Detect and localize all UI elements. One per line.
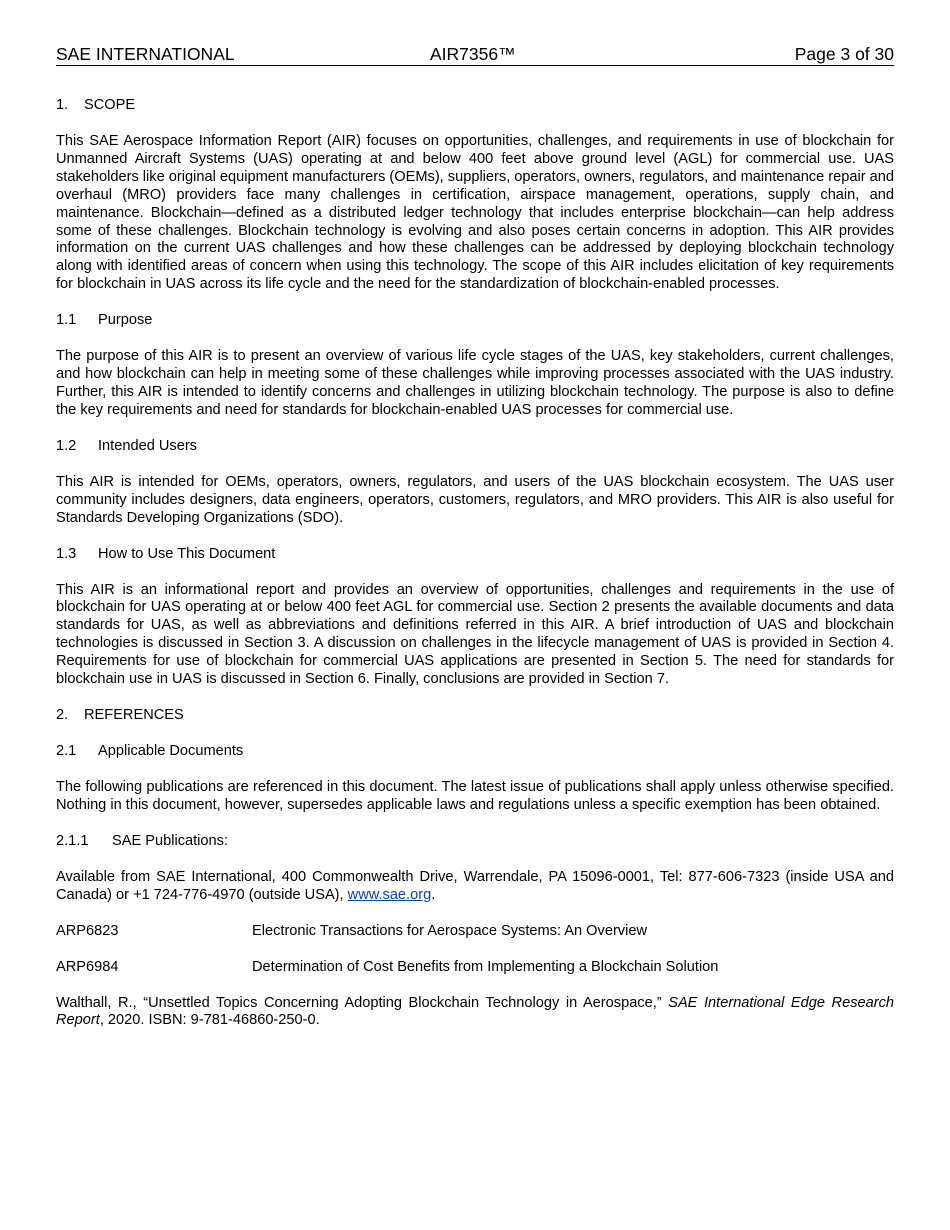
section-title: Purpose bbox=[98, 312, 153, 329]
document-body bbox=[56, 97, 894, 1030]
section-heading-2-1 bbox=[56, 743, 894, 761]
section-heading-1 bbox=[56, 97, 894, 115]
reference-entry bbox=[56, 959, 894, 977]
reference-entry bbox=[56, 923, 894, 941]
section-title: SAE Publications: bbox=[112, 832, 229, 849]
section-heading-2 bbox=[56, 707, 894, 725]
applicable-documents-paragraph: The following publications are referenced in this document. The latest issue of publications shall apply unless otherwise specified. Nothing in this document, however, supersedes applicable laws and regulations unless a specific exemption has been obtained. bbox=[56, 778, 894, 813]
how-to-use-paragraph: This AIR is an informational report and provides an overview of opportunities, challenges and requirements in the use of blockchain for UAS operating at or below 400 feet AGL for commercial use. Section 2 presents the available documents and data standards for UAS, as well as abbreviations and definitions referred in this AIR. A brief introduction of UAS and blockchain technologies is discussed in Section 3. A discussion on challenges in the lifecycle management of UAS is provided in Section 4. Requirements for use of blockchain for commercial UAS applications are presented in Section 5. The need for standards for blockchain use in UAS is discussed in Section 6. Finally, conclusions are provided in Section 7. bbox=[56, 581, 894, 688]
document-page bbox=[56, 44, 894, 1029]
citation-paragraph bbox=[56, 995, 894, 1031]
section-number: 1.3 bbox=[56, 545, 77, 562]
section-number: 2. bbox=[56, 706, 69, 723]
citation-journal: SAE International Edge Research Report bbox=[56, 994, 894, 1029]
section-title: SCOPE bbox=[84, 97, 136, 113]
purpose-paragraph: The purpose of this AIR is to present an overview of various life cycle stages of the UAS, key stakeholders, current challenges, and how blockchain can help in meeting some of these challenges while improving processes associated with the UAS industry. Further, this AIR is intended to identify concerns and challenges in utilizing blockchain technology. The purpose is also to define the key requirements and need for standards for blockchain-enabled UAS processes for commercial use. bbox=[56, 348, 894, 418]
reference-code: ARP6984 bbox=[56, 958, 119, 975]
sae-publications-paragraph bbox=[56, 869, 894, 905]
section-title: REFERENCES bbox=[84, 706, 184, 723]
citation-rest: , 2020. ISBN: 9-781-46860-250-0. bbox=[99, 1012, 320, 1029]
intended-users-paragraph: This AIR is intended for OEMs, operators, owners, regulators, and users of the UAS blockchain ecosystem. The UAS user community includes designers, data engineers, operators, customers, regulators, and MRO providers. This AIR is also useful for Standards Developing Organizations (SDO). bbox=[56, 473, 894, 526]
section-number: 1.2 bbox=[56, 437, 77, 454]
section-title: How to Use This Document bbox=[98, 545, 276, 562]
page-header bbox=[56, 44, 894, 66]
header-doc-id: AIR7356™ bbox=[430, 44, 516, 64]
header-page-number: Page 3 of 30 bbox=[794, 44, 894, 64]
section-title: Intended Users bbox=[98, 437, 197, 454]
section-number: 2.1.1 bbox=[56, 832, 89, 849]
sentence-end: . bbox=[431, 886, 436, 903]
citation-authors: Walthall, R., “Unsettled Topics Concerning Adopting Blockchain Technology in Aerospace,” bbox=[56, 994, 662, 1011]
header-org: SAE INTERNATIONAL bbox=[56, 44, 235, 64]
sae-website-link[interactable]: www.sae.org bbox=[347, 886, 432, 903]
scope-paragraph: This SAE Aerospace Information Report (AIR) focuses on opportunities, challenges, and requirements in use of blockchain for Unmanned Aircraft Systems (UAS) operating at and below 400 feet above ground level (AGL) for commercial use. UAS stakeholders like original equipment manufacturers (OEMs), suppliers, operators, owners, regulators, and maintenance repair and overhaul (MRO) providers face many challenges in certification, airspace management, operations, supply chain, and maintenance. Blockchain—defined as a distributed ledger technology that includes enterprise blockchain—can help address some of these challenges. Blockchain technology is evolving and also poses certain concerns in adoption. This AIR provides information on the current UAS challenges and how these challenges can be addressed by deploying blockchain technology along with identified areas of concern when using this technology. The scope of this AIR includes elicitation of key requirements for blockchain in UAS across its life cycle and the need for the standardization of blockchain-enabled processes. bbox=[56, 133, 894, 293]
sae-address-text: Available from SAE International, 400 Commonwealth Drive, Warrendale, PA 15096-0001, Tel: 877-606-7323 (inside USA and Canada) or +1 724-776-4970 (outside USA), bbox=[56, 868, 894, 903]
section-heading-1-3 bbox=[56, 546, 894, 564]
section-heading-1-2 bbox=[56, 438, 894, 456]
section-number: 1. bbox=[56, 97, 69, 113]
section-title: Applicable Documents bbox=[98, 742, 244, 759]
section-number: 1.1 bbox=[56, 312, 77, 329]
section-heading-1-1 bbox=[56, 312, 894, 330]
section-heading-2-1-1 bbox=[56, 833, 894, 851]
reference-code: ARP6823 bbox=[56, 922, 119, 939]
reference-title: Determination of Cost Benefits from Implementing a Blockchain Solution bbox=[252, 958, 719, 975]
section-number: 2.1 bbox=[56, 742, 77, 759]
reference-title: Electronic Transactions for Aerospace Systems: An Overview bbox=[252, 922, 648, 939]
